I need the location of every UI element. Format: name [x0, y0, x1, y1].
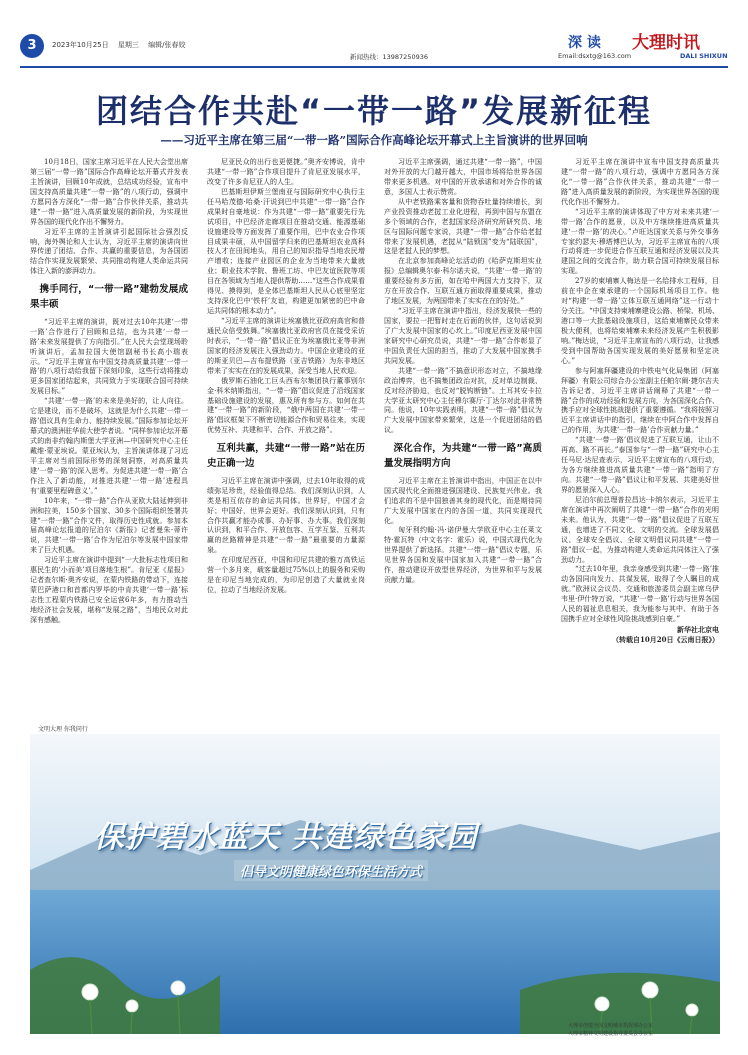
- contact-email: Email:dsxtg@163.com: [558, 52, 632, 60]
- article-paragraph: “共建‘一带一路’倡议促进了互联互通，让山不再高、路不再长。”泰国参与“一带一路”研究中心主任马尼·达尼查表示，习近平主席宣布的八项行动，为各方继续推进高质量共建“一带一路”指明了方向。共建“一带一路”倡议让和平发展、共建美好世界的愿景深入人心。: [561, 436, 719, 494]
- newspaper-brand-pinyin: DALI SHIXUN: [680, 52, 728, 60]
- article-paragraph: “共建‘一带一路’的未来是美好的，让人向往。它是建设，而不是破坏，这就是为什么共建‘一带一路’倡议具有生命力、能持续发展。”国际参加论坛开幕式的澳洲驻华前大使学者说。“同样参加论坛开幕式的南非约翰内斯堡大学亚洲—中国研究中心主任戴维·蒙亚埃说。蒙亚埃认为，主旨演讲体现了习近平主席对当前国际形势的深刻洞察，对高质量共建‘一带一路’的深入思考。为促进共建‘一带一路’合作注入了新动能，对推进共建‘一带一路’进程具有‘重要里程碑意义’。”: [30, 397, 188, 495]
- article-source: （转载自10月20日《云南日报》）: [612, 635, 719, 644]
- banner-subtitle: 倡导文明健康绿色环保生活方式: [234, 860, 428, 881]
- article-paragraph: 习近平主席的主旨演讲引起国际社会强烈反响，海外舆论和人士认为，习近平主席的演讲向世界传递了团结、合作、共赢的重要信息，为各国团结合作实现发展繁荣、共同推动构建人类命运共同体注入新的澎湃动力。: [30, 227, 188, 276]
- issue-date: 2023年10月25日: [52, 41, 109, 49]
- issue-meta: [52, 40, 192, 50]
- article-column-4: [561, 158, 719, 716]
- section-name: 深 读: [568, 35, 601, 51]
- news-hotline: 新闻热线：13987250936: [350, 53, 428, 61]
- campaign-tag: 文明大理 你我同行: [38, 726, 88, 733]
- article-paragraph: 在北京参加高峰论坛活动的《哈萨克斯坦实业报》总编辑奥尔泰·科尔诺夫说，“共建‘一带一路’的重要经验有多方面，如在哈中两国大力支持下，双方在开放合作、互联互通方面取得重要成果，推动了地区发展，为两国带来了实实在在的好处。”: [384, 257, 542, 306]
- article-body: [30, 158, 720, 716]
- article-paragraph: “习近平主席的演讲体现了中方对未来共建‘一带一路’合作的愿景，以及中方继续推进高质量共建‘一带一路’的决心。”卢旺达国家关系与外交事务专家约瑟夫·穆塔博巴认为，习近平主席宣布的八项行动将进一步促进合作互联互通和经济发展以及共建国之间的交流合作，助力联合国可持续发展目标实现。: [561, 207, 719, 276]
- article-paragraph: 共建“一带一路”不搞意识形态对立，不搞地缘政治博弈，也不搞集团政治对抗，反对单边制裁、反对经济胁迫，也反对“脱钩断链”。土耳其安卡拉大学亚太研究中心主任穆尔赛厅·丁达尔对此非常赞同。他说，10年实践表明，共建“一带一路”倡议为广大发展中国家带来繁荣，这是一个促进团结的倡议。: [384, 366, 542, 435]
- article-paragraph: 匈牙利约翰·冯·诺伊曼大学欧亚中心主任莱文特·霍瓦特（中文名字：霍乐）说，中国式现代化为世界提供了新选择。共建“一带一路”倡议专题，乐见世界各国和发展中国家加入共建“一带一路”合作，推动建设开放型世界经济，为世界和平与发展贡献力量。: [384, 526, 542, 585]
- article-paragraph: 在印度尼西亚，中国和印尼共建的雅万高铁运营一个多月来，载客量超过75%以上的服务和采购是在印尼当地完成的，为印尼创造了大量就业岗位，拉动了当地经济发展。: [207, 556, 365, 595]
- article-paragraph: 俄罗斯石油化工巨头西布尔集团执行董事别尔金·科米纳斯指出，“一带一路”倡议促进了沿线国家基础设施建设的发展，惠及所有参与方。如何在共建“一带一路”的新阶段，“俄中两国在共建‘一带一路’倡议框架下不断密切能源合作和贸易往来，实现优势互补、共建和平、合作、开放之路”。: [207, 376, 365, 435]
- public-service-banner: [0, 720, 748, 1055]
- section-heading: 互利共赢，共建“一带一路”站在历史正确一边: [207, 443, 365, 469]
- article-paragraph: 习近平主席在主旨演讲中指出，中国正在以中国式现代化全面推进强国建设、民族复兴伟业。我们追求的不是中国独善其身的现代化，而是期待同广大发展中国家在内的各国一道，共同实现现代化。: [384, 476, 542, 525]
- article-paragraph: “习近平主席的演讲，既对过去10年共建‘一带一路’合作进行了回顾和总结，也为共建‘一带一路’未来发展提供了方向指引。”在人民大会堂现场聆听演讲后，孟加拉国大使馆副秘书长高小瑞表示。“习近平主席宣布中国支持高质量共建‘一带一路’的八项行动给我留下深刻印象，这些行动将推动更多国家团结起来，共同致力于实现联合国可持续发展目标。”: [30, 317, 188, 396]
- article-paragraph: “过去10年里，我亲身感受到共建‘一带一路’推动各国同向发力、共谋发展，取得了令人瞩目的成就。”欧洲议会议员、交通和旅游委员会副主席乌伊韦里·伊什特万说，“共建‘一带一路’行动与世界各国人民的福祉息息相关，我为能参与其中、有助于各国携手应对全球性风险挑战感到自豪。”: [561, 565, 719, 624]
- article-column-1: [30, 158, 188, 716]
- article-paragraph: 巴基斯坦伊斯兰堡南亚与国际研究中心执行主任马哈茂德·哈桑·汗说到巴中共建“一带一路”合作成果时自豪地说：作为共建“一带一路”重要先行先试项目，中巴经济走廊项目在推动交通、能源基础设施建设等方面发挥了重要作用，巴中农业合作项目成果丰硕，从中国留学归来的巴基斯坦农业高科技人才在田间地头，用自己的知识指导当地农民增产增收；连接产业园区的企业为当地带来大量就业；职业技术学院、鲁班工坊、中巴友谊医院等项目在各领域为当地人提供帮助……“这些合作成果看得见、摸得到，是全体巴基斯坦人民从心底里坚定支持深化巴中‘铁杆’友谊，构建更加紧密的巴中命运共同体的根本动力”。: [207, 187, 365, 316]
- article-column-3: [384, 158, 542, 716]
- section-heading: 深化合作，为共建“一带一路”高质量发展指明方向: [384, 443, 542, 469]
- page-number-badge: 3: [20, 34, 44, 58]
- article-paragraph: 27岁的柬埔寨人梅达是一名给排水工程师，目前在中企在柬承建的一个国际机场项目工作。他对“构建‘一带一路’立体互联互通网络”这一行动十分关注。“中国支持柬埔寨建设公路、桥梁、机场、港口等一大批基础设施项目，这给柬埔寨民众带来极大便利，也将给柬埔寨未来经济发展产生积极影响。”梅达说，“习近平主席宣布的八项行动，让我感受到中国帮助各国实现发展的美好愿景和坚定决心。”: [561, 277, 719, 365]
- article-paragraph: 尼亚民众的出行也更便捷。”奥齐安博说，肯中共建“一带一路”合作项目提升了肯尼亚发展水平，改变了许多肯尼亚人的人生。: [207, 158, 365, 186]
- article-paragraph: 从中老铁路乘客量和货物吞吐量持续增长，到产业投资推动老挝工业化进程，再到中国与东盟在多个领域的合作，老挝国家经济研究所研究员、地区与国际问题专家说，共建“一带一路”合作给老挝带来了发展机遇，老挝从“陆锁国”变为“陆联国”，这是老挝人民的梦想。: [384, 197, 542, 256]
- section-heading: 携手同行，“一带一路”建勃发展成果丰硕: [30, 284, 188, 310]
- article-headline: 团结合作共赴“一带一路”发展新征程: [95, 92, 653, 130]
- article-paragraph: 10年来，“一带一路”合作从亚欧大陆延伸到非洲和拉美，150多个国家、30多个国际组织签署共建“一带一路”合作文件，取得历史性成就。参加本届高峰论坛报道的尼泊尔《新报》记者曼朱·蒂许说，共建‘一带一路’合作为尼泊尔等发展中国家带来了巨大机遇。: [30, 496, 188, 555]
- article-paragraph: 习近平主席在演讲中宣布中国支持高质量共建“一带一路”的八项行动，强调中方愿同各方深化“一带一路”合作伙伴关系，推动共建“一带一路”进入高质量发展的新阶段，为实现世界各国的现代化作出不懈努力。: [561, 158, 719, 206]
- article-paragraph: 10月18日，国家主席习近平在人民大会堂出席第三届“一带一路”国际合作高峰论坛开幕式并发表主旨演讲，回顾10年成就，总结成功经验，宣布中国支持高质量共建“一带一路”的八项行动，强调中方愿同各方深化“一带一路”合作伙伴关系，推动共建“一带一路”进入高质量发展的新阶段，为实现世界各国的现代化作出不懈努力。: [30, 158, 188, 226]
- article-paragraph: “习近平主席的演讲让埃塞俄比亚政府高官和普通民众倍受鼓舞。”埃塞俄比亚政府官员在接受采访时表示，“一带一路”倡议正在为埃塞俄比亚等非洲国家的经济发展注入强劲动力。中国企业建设的亚的斯亚贝巴—吉布提铁路（亚吉铁路）为东非地区带来了实实在在的发展成果，深受当地人民欢迎。: [207, 317, 365, 375]
- article-subheadline: ——习近平主席在第三届“一带一路”国际合作高峰论坛开幕式上主旨演讲的世界回响: [160, 133, 588, 147]
- banner-issuers: [568, 1022, 653, 1038]
- banner-issuer-2: 大理市精神文明建设指导委员会办公室: [568, 1031, 654, 1037]
- article-source: 新华社北京电: [677, 625, 719, 635]
- masthead: [20, 30, 728, 66]
- banner-landscape-image: [0, 720, 748, 1055]
- article-paragraph: 参与阿塞拜疆建设的中铁电气化局集团（阿塞拜疆）有限公司综合办公室副主任帕尔阐·捷尔吉夫告诉记者，习近平主席讲话阐释了共建“一带一路”合作的成功经验和发展方向，为各国深化合作、携手应对全球性挑战提供了重要遵循。“我将按照习近平主席讲话中的指引，继续在中阿合作中发挥自己的作用，为共建‘一带一路’合作贡献力量。”: [561, 366, 719, 435]
- masthead-divider: [20, 66, 728, 68]
- article-paragraph: 习近平主席强调，通过共建“一带一路”，中国对外开放的大门越开越大，中国市场将给世界各国带来更多机遇。对中国的开放承诺和对外合作的诚意，多国人士表示赞赏。: [384, 158, 542, 196]
- article-paragraph: “习近平主席在演讲中指出，经济发展快一些的国家，要拉一把暂时走在后面的伙伴，这句话说到了广大发展中国家的心坎上。”印度尼西亚发展中国家研究中心研究员说，共建“一带一路”合作彰显了中国负责任大国的担当，推动了大发展中国家携手共同发展。: [384, 307, 542, 365]
- article-paragraph: 习近平主席在演讲中强调，过去10年取得的成绩弥足珍贵，经验值得总结。我们深刻认识到，人类是相互依存的命运共同体。世界好，中国才会好；中国好，世界会更好。我们深刻认识到，只有合作共赢才能办成事、办好事、办大事。我们深刻认识到，和平合作、开放包容、互学互鉴、互利共赢的丝路精神是共建“一带一路”最重要的力量源泉。: [207, 476, 365, 555]
- article-paragraph: 尼泊尔前总理普拉昌达·卡纳尔表示，习近平主席在演讲中再次阐明了共建“一带一路”合作的光明未来。他认为，共建“一带一路”倡议促进了互联互通，也增进了不同文化、文明的交流。全球发展倡议、全球安全倡议、全球文明倡议同共建“一带一路”倡议一起，为推动构建人类命运共同体注入了强劲动力。: [561, 495, 719, 564]
- issue-weekday: 星期三: [117, 41, 139, 49]
- banner-issuer-1: 大理市创建全国文明城市指挥部办公室: [568, 1023, 654, 1029]
- newspaper-brand: 大理时讯: [632, 33, 700, 53]
- article-paragraph: 习近平主席在演讲中提到“一大批标志性项目和惠民生的‘小而美’项目落地生根”。肯尼亚《星报》记者查尔斯·奥齐安说，在蒙内铁路的带动下，连接蒙巴萨港口和首都内罗毕的中肯共建‘一带一路’标志性工程蒙内铁路已安全运营6年多，有力推动当地经济社会发展，堪称“发展之路”，当地民众对此深有感触。: [30, 556, 188, 624]
- issue-editor: 编辑/张春姣: [148, 41, 186, 49]
- banner-title: 保护碧水蓝天 共建绿色家园: [94, 820, 478, 855]
- article-column-2: [207, 158, 365, 716]
